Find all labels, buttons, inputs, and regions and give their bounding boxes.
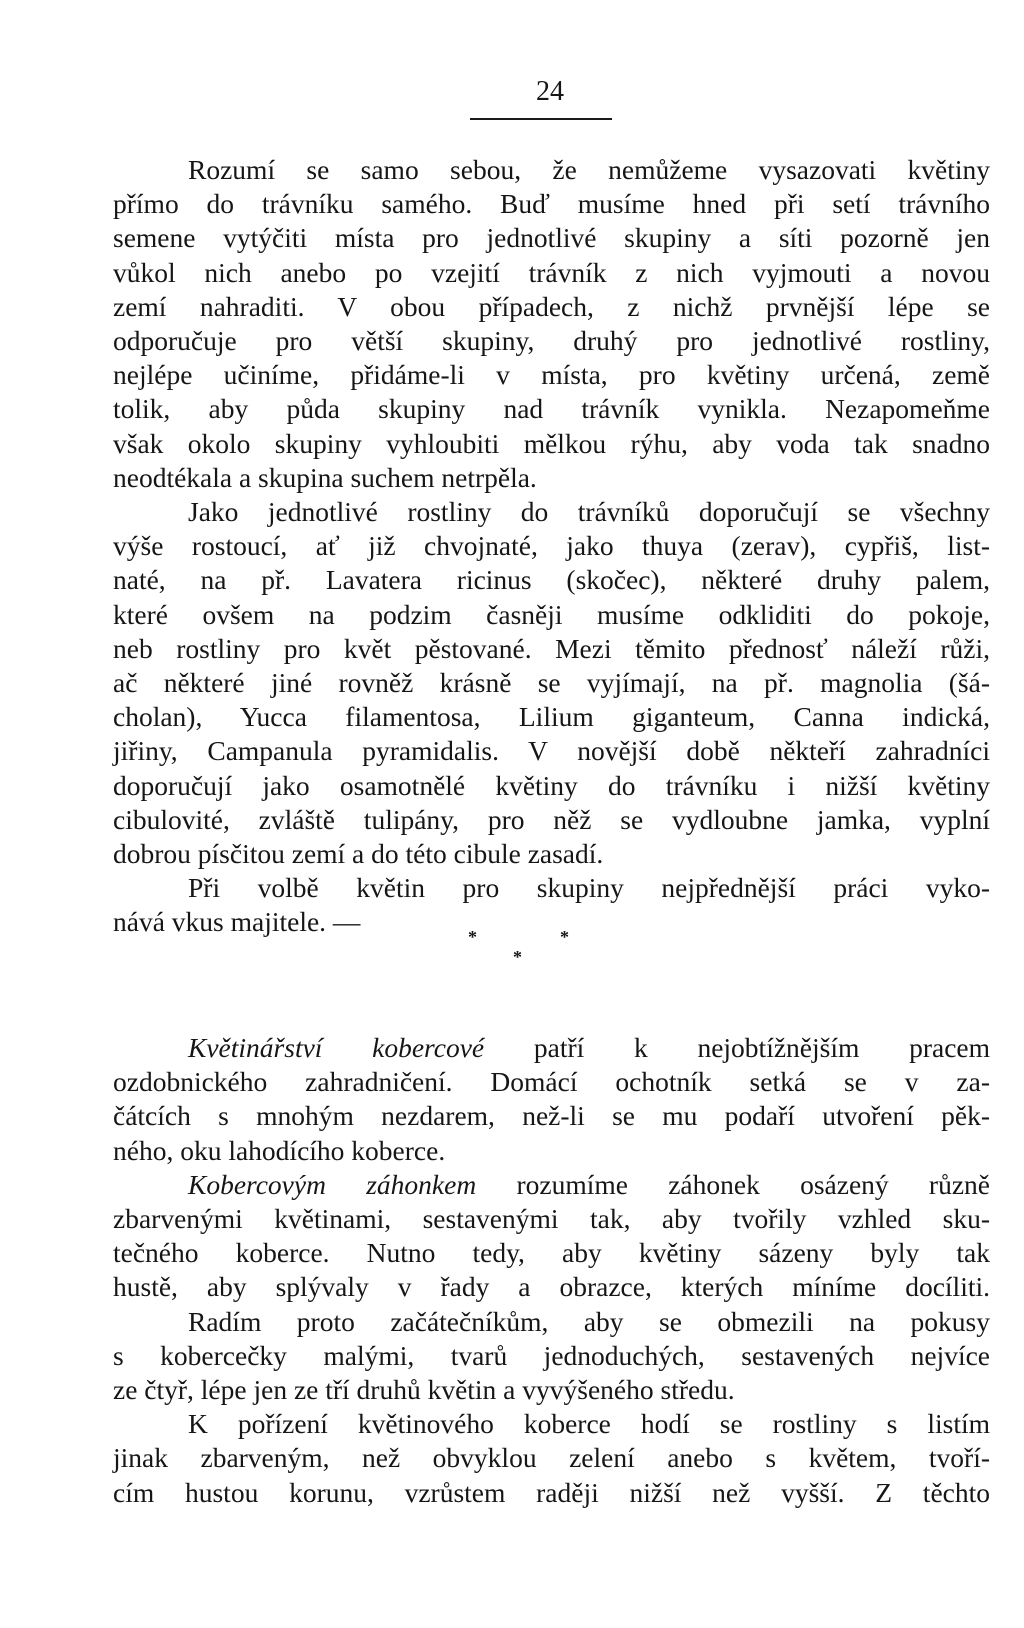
text-line: semene vytýčiti místa pro jednotlivé skupiny a síti pozorně jen [113, 222, 990, 254]
text-line: doporučují jako osamotnělé květiny do trávníku i nižší květiny [113, 769, 990, 801]
italic-term: Květinářství kobercové [188, 1032, 485, 1063]
text-line: jiřiny, Campanula pyramidalis. V novější době někteří zahradníci [113, 735, 990, 767]
text-line: naté, na př. Lavatera ricinus (skočec), některé druhy palem, [113, 564, 990, 596]
text-line: výše rostoucí, ať již chvojnaté, jako thuya (zerav), cypřiš, list- [113, 530, 990, 562]
section-carpet-bedding [113, 1031, 990, 1510]
text-line: cím hustou korunu, vzrůstem raději nižší než vyšší. Z těchto [113, 1476, 990, 1508]
text-line: ač některé jiné rovněž krásně se vyjímají, na př. magnolia (šá- [113, 667, 990, 699]
header-rule [470, 118, 612, 120]
text-line: cibulovité, zvláště tulipány, pro něž se vydloubne jamka, vyplní [113, 803, 990, 835]
text-fragment: patří k nejobtížnějším pracem [533, 1032, 991, 1063]
text-line: vůkol nich anebo po vzejití trávník z nich vyjmouti a novou [113, 256, 990, 288]
text-line: které ovšem na podzim časněji musíme odkliditi do pokoje, [113, 598, 990, 630]
asterisk-ornament: * [560, 927, 569, 947]
text-line: dobrou písčitou zemí a do této cibule zasadí. [113, 838, 604, 870]
text-line: zbarvenými květinami, sestavenými tak, aby tvořily vzhled sku- [113, 1203, 990, 1235]
italic-term: Kobercovým záhonkem [188, 1168, 477, 1200]
text-line: však okolo skupiny vyhloubiti mělkou rýhu, aby voda tak snadno [113, 427, 990, 459]
text-line: nejlépe učiníme, přidáme-li v místa, pro květiny určená, země [113, 359, 990, 391]
text-line: ného, oku lahodícího koberce. [113, 1134, 446, 1166]
asterisk-ornament: * [513, 947, 522, 967]
text-line: čátcích s mnohým nezdarem, než-li se mu podaří utvoření pěk- [113, 1100, 990, 1132]
text-line: tolik, aby půda skupiny nad trávník vynikla. Nezapomeňme [113, 393, 990, 425]
text-line: Radím proto začátečníkům, aby se obmezili na pokusy [188, 1305, 990, 1337]
section-separator [0, 912, 1024, 972]
text-fragment: rozumíme záhonek osázený různě [516, 1168, 991, 1200]
text-line: nává vkus majitele. — [113, 906, 361, 938]
text-line: odporučuje pro větší skupiny, druhý pro jednotlivé rostliny, [113, 325, 990, 357]
section-trees-and-shrubs [113, 153, 990, 940]
text-line: Rozumí se samo sebou, že nemůžeme vysazovati květiny [188, 154, 990, 185]
text-line [113, 1031, 990, 1065]
text-line: Jako jednotlivé rostliny do trávníků doporučují se všechny [188, 496, 990, 528]
text-line: s kobercečky malými, tvarů jednoduchých, sestavených nejvíce [113, 1339, 990, 1371]
text-line: neb rostliny pro květ pěstované. Mezi těmito přednosť náleží růži, [113, 632, 990, 664]
text-line: ze čtyř, lépe jen ze tří druhů květin a vyvýšeného středu. [113, 1374, 735, 1406]
asterisk-ornament: * [468, 927, 477, 947]
text-line: cholan), Yucca filamentosa, Lilium giganteum, Canna indická, [113, 701, 990, 733]
text-line: ozdobnického zahradničení. Domácí ochotník setká se v za- [113, 1066, 990, 1098]
text-line: zemí nahraditi. V obou případech, z nichž prvnější lépe se [113, 290, 990, 322]
text-line [113, 1168, 990, 1202]
text-line: přímo do trávníku samého. Buď musíme hned při setí trávního [113, 188, 990, 220]
text-line: neodtékala a skupina suchem netrpěla. [113, 461, 537, 493]
text-line: hustě, aby splývaly v řady a obrazce, kterých míníme docíliti. [113, 1271, 990, 1303]
text-line: K pořízení květinového koberce hodí se rostliny s listím [188, 1408, 990, 1440]
text-line: tečného koberce. Nutno tedy, aby květiny sázeny byly tak [113, 1237, 990, 1269]
text-line: Při volbě květin pro skupiny nejpřednější práci vyko- [188, 872, 990, 904]
text-line: jinak zbarveným, než obvyklou zelení anebo s květem, tvoří- [113, 1442, 990, 1474]
page-number: 24 [536, 76, 564, 107]
